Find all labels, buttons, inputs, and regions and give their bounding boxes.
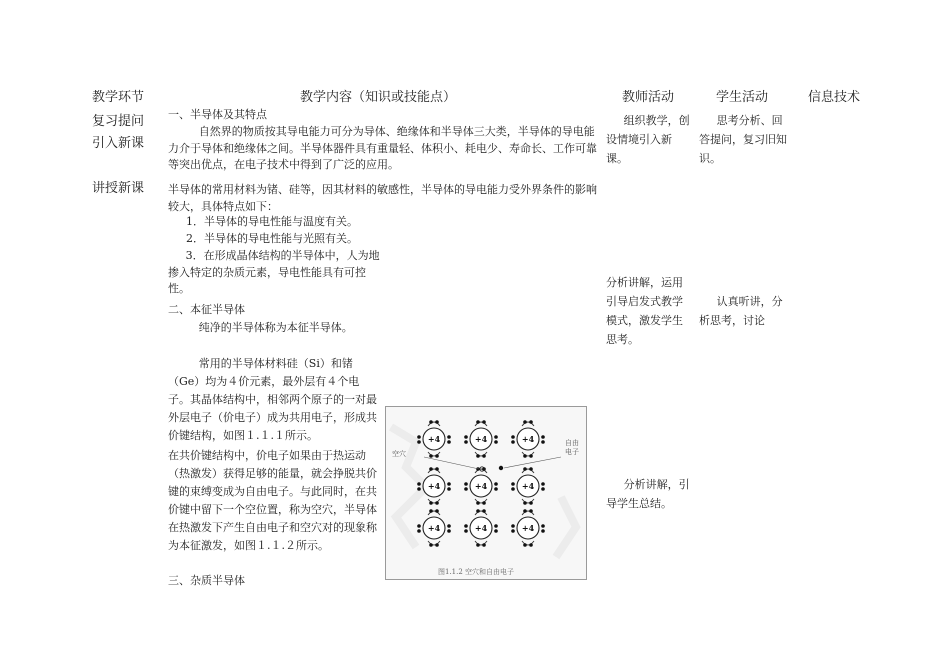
teacher-activity-2: 分析讲解，运用引导启发式教学模式，激发学生思考。 (606, 276, 683, 346)
valence-electron (529, 501, 533, 505)
valence-electron (447, 440, 451, 444)
atom-label: +4 (521, 481, 535, 491)
paragraph-3: 纯净的半导体称为本征半导体。 (198, 321, 353, 334)
valence-electron (435, 509, 439, 513)
valence-electron (435, 467, 439, 471)
valence-electron (429, 454, 433, 458)
feature-item-1: 1．半导体的导电性能与温度有关。 (186, 215, 358, 228)
header-content: 教学内容（知识或技能点） (300, 90, 457, 105)
stage-teach: 讲授新课 (92, 181, 145, 196)
valence-electron (417, 487, 421, 491)
student-activity-1: 思考分析、回答提问，复习旧知识。 (699, 114, 787, 165)
valence-electron (417, 440, 421, 444)
valence-electron (464, 529, 468, 533)
valence-electron (529, 543, 533, 547)
stage-review: 复习提问 (92, 114, 145, 129)
valence-electron (464, 487, 468, 491)
valence-electron (476, 509, 480, 513)
atom-label: +4 (474, 434, 488, 444)
valence-electron (482, 501, 486, 505)
valence-electron (494, 482, 498, 486)
valence-electron (494, 529, 498, 533)
paragraph-5: 在共价键结构中，价电子如果由于热运动（热激发）获得足够的能量，就会挣脱共价键的束缚变成为自由电子。与此同时，在共价键中留下一个空位置，称为空穴，半导体在热激发下产生自由电子和空穴对的现象称为本征激发，如图１.１.２所示。 (168, 449, 377, 552)
electron-label-line1: 自由电子 (565, 439, 579, 456)
valence-electron (511, 524, 515, 528)
feature-item-3: 3．在形成晶体结构的半导体中，人为地掺入特定的杂质元素，导电性能具有可控性。 (168, 249, 380, 295)
atom-label: +4 (474, 523, 488, 533)
valence-electron (511, 440, 515, 444)
stage-intro: 引入新课 (92, 136, 145, 151)
valence-electron (476, 501, 480, 505)
valence-electron (529, 454, 533, 458)
valence-electron (417, 482, 421, 486)
atom-label: +4 (427, 523, 441, 533)
valence-electron (417, 529, 421, 533)
lattice-atoms (417, 420, 545, 547)
valence-electron (464, 440, 468, 444)
header-info-tech: 信息技术 (808, 90, 861, 105)
valence-electron (482, 543, 486, 547)
valence-electron (494, 440, 498, 444)
valence-electron (482, 420, 486, 424)
valence-electron (429, 509, 433, 513)
valence-electron (523, 501, 527, 505)
valence-electron (494, 435, 498, 439)
free-electron-marker (499, 466, 503, 470)
valence-electron (417, 435, 421, 439)
valence-electron (541, 524, 545, 528)
valence-electron (529, 509, 533, 513)
valence-electron (447, 482, 451, 486)
valence-electron (523, 420, 527, 424)
valence-electron (541, 440, 545, 444)
valence-electron (435, 501, 439, 505)
figure-caption: 图1.1.2 空穴和自由电子 (438, 568, 515, 576)
valence-electron (429, 543, 433, 547)
valence-electron (529, 467, 533, 471)
valence-electron (476, 543, 480, 547)
valence-electron (523, 509, 527, 513)
valence-electron (447, 524, 451, 528)
valence-electron (511, 487, 515, 491)
valence-electron (541, 529, 545, 533)
valence-electron (523, 543, 527, 547)
section-2-title: 二、本征半导体 (168, 303, 245, 316)
valence-electron (429, 420, 433, 424)
valence-electron (523, 467, 527, 471)
valence-electron (482, 454, 486, 458)
valence-electron (447, 487, 451, 491)
lattice-diagram (386, 407, 586, 579)
valence-electron (482, 509, 486, 513)
valence-electron (494, 524, 498, 528)
valence-electron (476, 420, 480, 424)
paragraph-2: 半导体的常用材料为锗、硅等，因其材料的敏感性，半导体的导电能力受外界条件的影响较大，具体特点如下： (168, 183, 597, 213)
hole-label: 空穴 (392, 450, 406, 458)
valence-electron (511, 435, 515, 439)
feature-item-2: 2．半导体的导电性能与光照有关。 (186, 232, 358, 245)
valence-electron (429, 501, 433, 505)
valence-electron (464, 435, 468, 439)
valence-electron (511, 529, 515, 533)
teacher-activity-3: 分析讲解，引导学生总结。 (606, 478, 690, 510)
student-activity-2: 认真听讲，分析思考，讨论 (699, 295, 783, 327)
valence-electron (541, 487, 545, 491)
paragraph-4: 常用的半导体材料硅（Si）和锗（Ge）均为４价元素，最外层有４个电子。其晶体结构中，相邻两个原子的一对最外层电子（价电子）成为共用电子，形成共价键结构，如图１.１.１所示。 (168, 357, 377, 442)
valence-electron (464, 524, 468, 528)
atom-label: +4 (521, 523, 535, 533)
valence-electron (435, 454, 439, 458)
valence-electron (447, 529, 451, 533)
valence-electron (541, 435, 545, 439)
valence-electron (523, 454, 527, 458)
lattice-figure (385, 406, 587, 580)
valence-electron (464, 482, 468, 486)
valence-electron (435, 543, 439, 547)
valence-electron (429, 467, 433, 471)
header-stage: 教学环节 (92, 90, 145, 105)
header-student-activity: 学生活动 (716, 90, 769, 105)
valence-electron (417, 524, 421, 528)
valence-electron (476, 454, 480, 458)
valence-electron (447, 435, 451, 439)
atom-label: +4 (427, 481, 441, 491)
valence-electron (541, 482, 545, 486)
section-1-title: 一、半导体及其特点 (168, 108, 267, 121)
atom-label: +4 (474, 481, 488, 491)
paragraph-1: 自然界的物质按其导电能力可分为导体、绝缘体和半导体三大类，半导体的导电能力介于导体和绝缘体之间。半导体器件具有重量轻、体积小、耗电少、寿命长、工作可靠等突出优点，在电子技术中得到了广泛的应用。 (168, 125, 597, 171)
section-3-title: 三、杂质半导体 (168, 574, 245, 587)
header-teacher-activity: 教师活动 (622, 90, 675, 105)
valence-electron (511, 482, 515, 486)
atom-label: +4 (427, 434, 441, 444)
teacher-activity-1: 组织教学，创设情境引入新课。 (606, 114, 690, 165)
valence-electron (494, 487, 498, 491)
valence-electron (435, 420, 439, 424)
atom-label: +4 (521, 434, 535, 444)
valence-electron (529, 420, 533, 424)
